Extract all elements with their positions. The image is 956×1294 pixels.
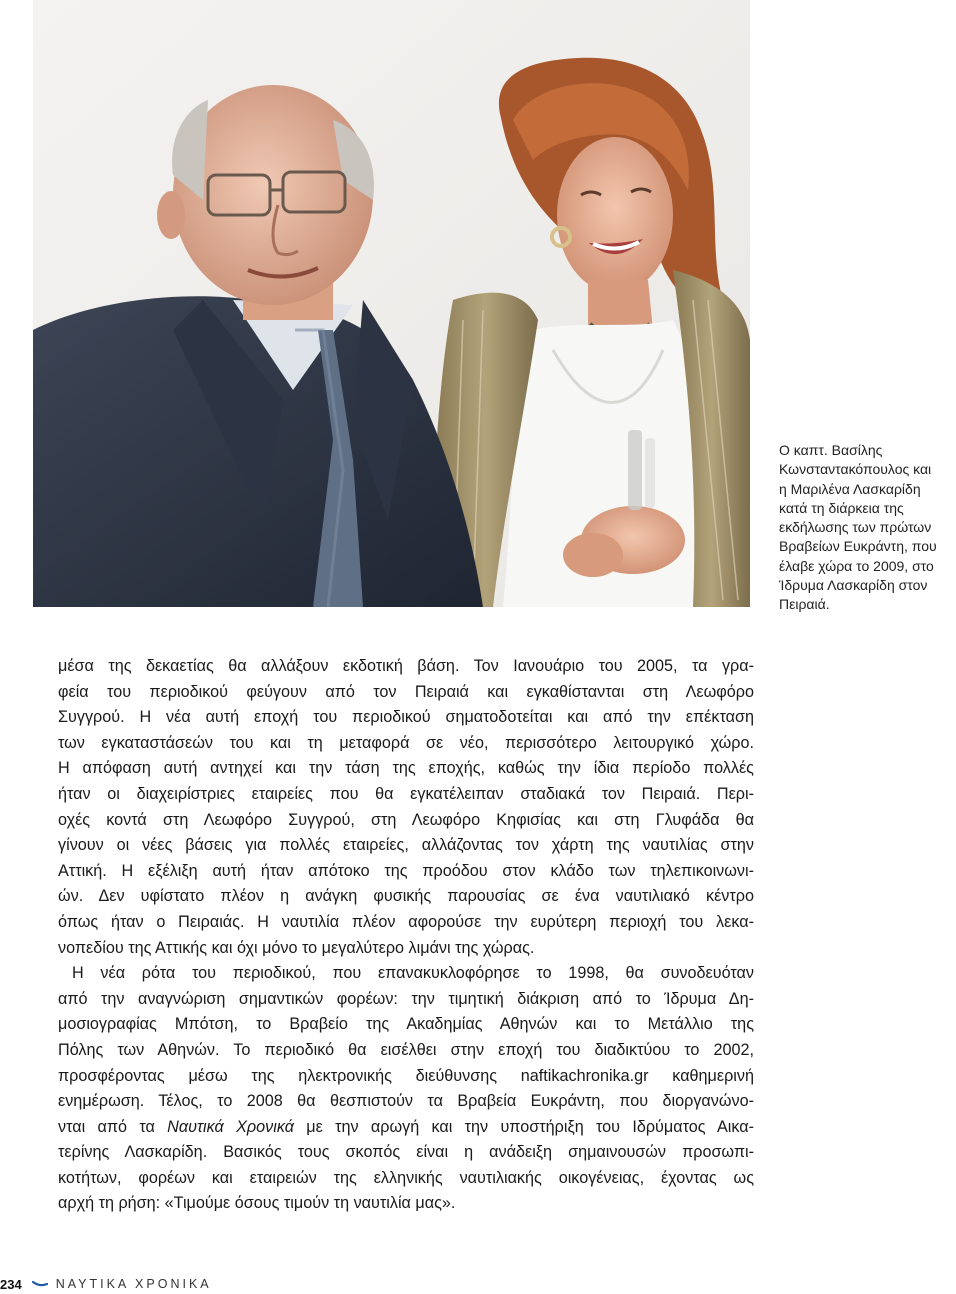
text-line: Συγγρού. Η νέα αυτή εποχή του περιοδικού σηματοδοτείται και από την επέκταση [58,708,754,727]
text-line: προσφέροντας μέσω της ηλεκτρονικής διεύθυνσης naftikachronika.gr καθημερινή [58,1066,754,1085]
paragraph-2 [58,961,754,1217]
text-line: ενημέρωση. Τέλος, το 2008 θα θεσπιστούν τα Βραβεία Ευκράντη, που διοργανώνο- [58,1092,754,1111]
text-line: τερίνης Λασκαρίδη. Βασικός τους σκοπός είναι η ανάδειξη σημαινουσών προσωπι- [58,1143,754,1162]
magazine-name: ΝΑΥΤΙΚΑ ΧΡΟΝΙΚΑ [55,1277,212,1291]
caption-line: η Μαριλένα Λασκαρίδη [779,480,921,497]
article-body [58,654,754,1217]
caption-line: κατά τη διάρκεια της [779,499,904,516]
page-footer [0,1274,212,1294]
text-line: Αττική. Η εξέλιξη αυτή ήταν απότοκο της προόδου στον κλάδο των τηλεπικοινωνι- [58,861,754,880]
text-line-with-italic [58,1115,754,1141]
magazine-title-italic: Ναυτικά Χρονικά [167,1117,294,1136]
text-line: Η απόφαση αυτή αντηχεί και την τάση της εποχής, καθώς την ίδια περίοδο πολλές [58,759,754,778]
text-line: φεία του περιοδικού φεύγουν από τον Πειραιά και εγκαθίστανται στη Λεωφόρο [58,682,754,701]
caption-line: εκδήλωσης των πρώτων [779,519,932,536]
dash-icon [32,1279,48,1289]
text-line: όπως ήταν ο Πειραιάς. Η ναυτιλία πλέον αφορούσε την ευρύτερη περιοχή του λεκα- [58,912,754,931]
page-number: 234 [0,1276,22,1292]
photo [33,0,750,607]
photo-caption [779,441,955,615]
text-line: των εγκαταστάσεών του και τη μεταφορά σε νέο, περισσότερο λειτουργικό χώρο. [58,733,754,752]
text-line: γίνουν οι νέες βάσεις για πολλές εταιρείες, αλλάζοντας τον χάρτη της ναυτιλίας στην [58,836,754,855]
caption-line: Πειραιά. [779,596,830,613]
text-fragment: νται από τα [58,1117,168,1136]
text-line: οχές κοντά στη Λεωφόρο Συγγρού, στη Λεωφόρο Κηφισίας και στη Γλυφάδα θα [58,810,754,829]
paragraph-1 [58,654,754,961]
text-line: ών. Δεν υφίστατο πλέον η ανάγκη φυσικής παρουσίας σε ένα ναυτιλιακό κέντρο [58,887,754,906]
text-fragment: με την αρωγή και την υποστήριξη του Ιδρύματος Αικα- [293,1117,754,1136]
caption-line: Βραβείων Ευκράντη, που [779,538,937,555]
caption-line: Κωνσταντακόπουλος και [779,461,932,478]
text-line: από την αναγνώριση σημαντικών φορέων: την τιμητική διάκριση από το Ίδρυμα Δη- [58,989,754,1008]
text-line: μοσιογραφίας Μπότση, το Βραβείο της Ακαδημίας Αθηνών και το Μετάλλιο της [58,1015,754,1034]
text-line: μέσα της δεκαετίας θα αλλάξουν εκδοτική βάση. Τον Ιανουάριο του 2005, τα γρα- [58,657,754,675]
text-line: κοτήτων, φορέων και εταιρειών της ελληνικής ναυτιλιακής οικογένειας, έχοντας ως [58,1168,754,1187]
text-line: αρχή τη ρήση: «Τιμούμε όσους τιμούν τη ναυτιλία μας». [58,1194,456,1213]
photo-of-two-people-icon [33,0,750,607]
text-line: Πόλης των Αθηνών. Το περιοδικό θα εισέλθει στην εποχή του διαδικτύου το 2002, [58,1040,754,1059]
text-line: ήταν οι διαχειρίστριες εταιρείες που θα εγκατέλειπαν σταδιακά τον Πειραιά. Περι- [58,784,754,803]
text-line: Η νέα ρότα του περιοδικού, που επανακυκλοφόρησε το 1998, θα συνοδευόταν [72,964,754,983]
caption-line: Ο καπτ. Βασίλης [779,442,883,458]
caption-line: Ίδρυμα Λασκαρίδη στον [779,577,928,594]
caption-line: έλαβε χώρα το 2009, στο [779,557,934,574]
text-line: νοπεδίου της Αττικής και όχι μόνο το μεγαλύτερο λιμάνι της χώρας. [58,938,535,957]
